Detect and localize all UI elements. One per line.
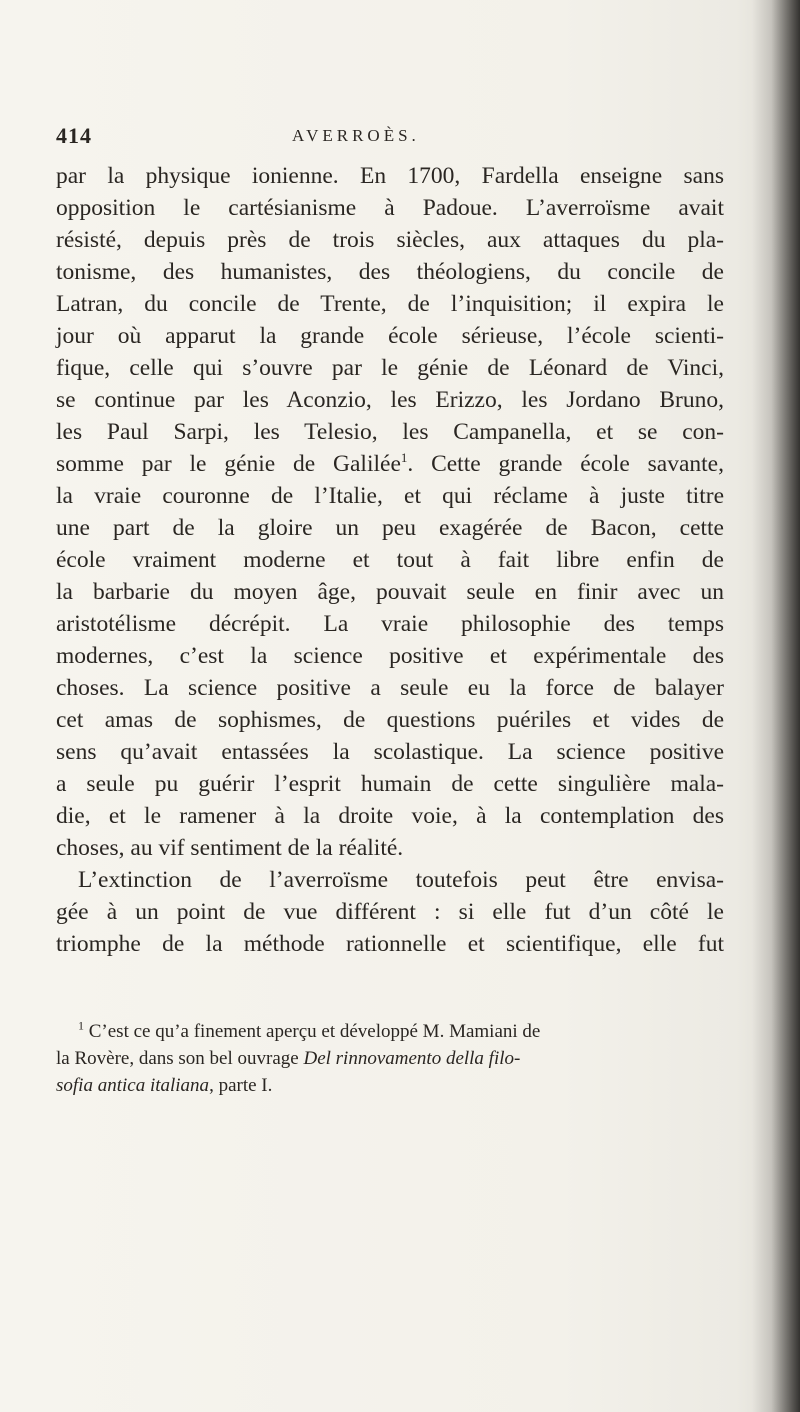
text-line: une part de la gloire un peu exagérée de Bacon, cette bbox=[56, 515, 724, 541]
footnote-text: C’est ce qu’a finement aperçu et développé M. Mamiani de bbox=[84, 1021, 541, 1042]
text-line: a seule pu guérir l’esprit humain de cette singulière mala- bbox=[56, 771, 724, 797]
footnote-line bbox=[56, 1072, 724, 1099]
text-line: opposition le cartésianisme à Padoue. L’averroïsme avait bbox=[56, 195, 724, 221]
page-edge-shadow bbox=[752, 0, 800, 1412]
page-header bbox=[56, 123, 716, 153]
text-line: par la physique ionienne. En 1700, Fardella enseigne sans bbox=[56, 163, 724, 189]
body-text bbox=[56, 160, 724, 960]
paragraph-end-line: choses, au vif sentiment de la réalité. bbox=[56, 835, 404, 861]
text-line: triomphe de la méthode rationnelle et scientifique, elle fut bbox=[56, 931, 724, 957]
book-title: Del rinnovamento della filo- bbox=[303, 1048, 521, 1069]
text-segment: somme par le génie de Galilée bbox=[56, 451, 401, 477]
text-line: la vraie couronne de l’Italie, et qui réclame à juste titre bbox=[56, 483, 724, 509]
book-title: sofia antica italiana bbox=[56, 1075, 210, 1096]
text-line: fique, celle qui s’ouvre par le génie de Léonard de Vinci, bbox=[56, 355, 724, 381]
text-line: gée à un point de vue différent : si elle fut d’un côté le bbox=[56, 899, 724, 925]
text-segment: . Cette grande école savante, bbox=[407, 451, 724, 477]
page-number: 414 bbox=[56, 123, 92, 148]
footnote bbox=[56, 1018, 724, 1099]
text-line: modernes, c’est la science positive et expérimentale des bbox=[56, 643, 724, 669]
footnote-reference: 1 bbox=[400, 450, 408, 466]
text-line: tonisme, des humanistes, des théologiens, du concile de bbox=[56, 259, 724, 285]
text-line: la barbarie du moyen âge, pouvait seule en finir avec un bbox=[56, 579, 724, 605]
footnote-text: , parte I. bbox=[209, 1075, 273, 1096]
text-line: résisté, depuis près de trois siècles, aux attaques du pla- bbox=[56, 227, 724, 253]
text-line: aristotélisme décrépit. La vraie philosophie des temps bbox=[56, 611, 724, 637]
text-line: jour où apparut la grande école sérieuse, l’école scienti- bbox=[56, 323, 724, 349]
text-line: die, et le ramener à la droite voie, à la contemplation des bbox=[56, 803, 724, 829]
text-line: les Paul Sarpi, les Telesio, les Campanella, et se con- bbox=[56, 419, 724, 445]
text-line: sens qu’avait entassées la scolastique. La science positive bbox=[56, 739, 724, 765]
text-line: cet amas de sophismes, de questions puériles et vides de bbox=[56, 707, 724, 733]
text-line: école vraiment moderne et tout à fait libre enfin de bbox=[56, 547, 724, 573]
running-title: AVERROÈS. bbox=[292, 126, 420, 145]
text-line: Latran, du concile de Trente, de l’inquisition; il expira le bbox=[56, 291, 724, 317]
text-line-with-footnote-ref bbox=[56, 448, 724, 480]
paragraph-start-line: L’extinction de l’averroïsme toutefois peut être envisa- bbox=[78, 867, 724, 893]
footnote-text: la Rovère, dans son bel ouvrage bbox=[56, 1048, 304, 1069]
text-line: choses. La science positive a seule eu la force de balayer bbox=[56, 675, 724, 701]
text-line: se continue par les Aconzio, les Erizzo, les Jordano Bruno, bbox=[56, 387, 724, 413]
footnote-line bbox=[56, 1018, 724, 1045]
footnote-line bbox=[56, 1045, 724, 1072]
footnote-mark: 1 bbox=[78, 1018, 84, 1033]
